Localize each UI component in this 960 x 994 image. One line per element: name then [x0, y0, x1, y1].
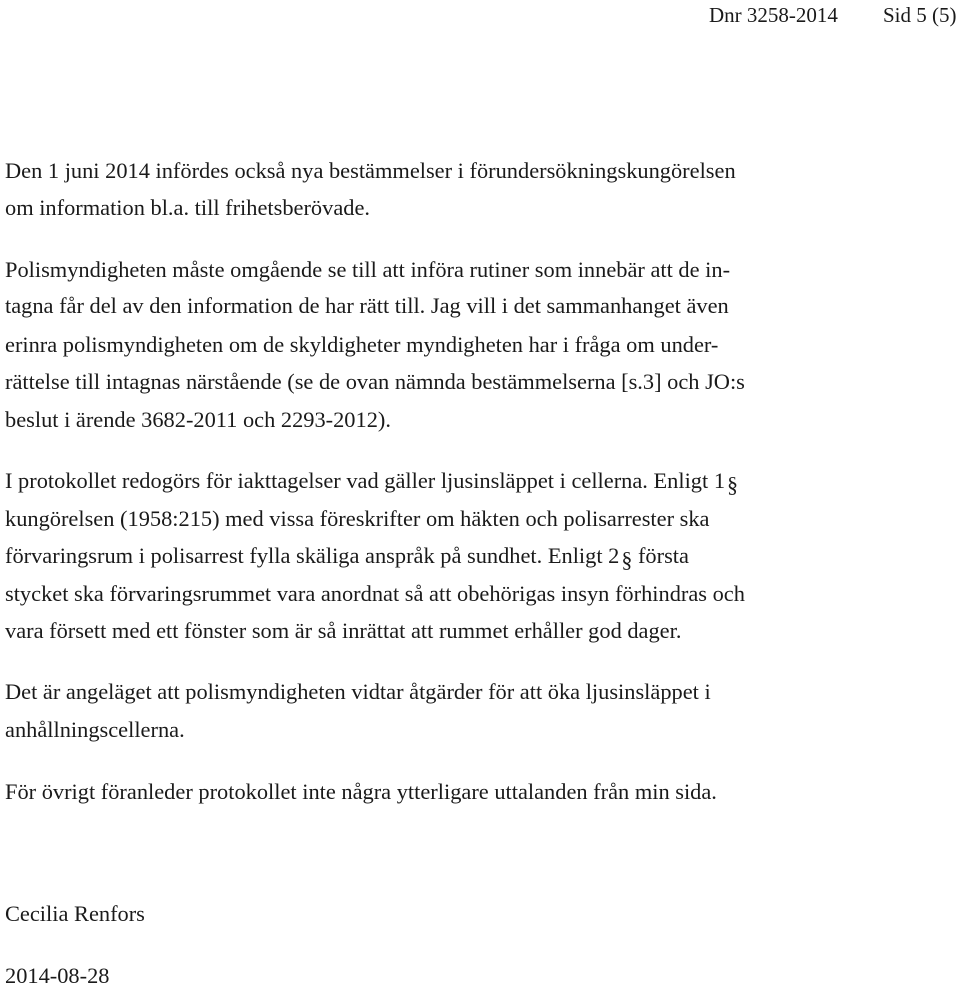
- paragraph-3-line-2: kungörelsen (1958:215) med vissa föreskrifter om häkten och polisarrester ska: [5, 506, 710, 531]
- paragraph-3-line-3: [5, 537, 689, 574]
- paragraph-4-line-1: Det är angeläget att polismyndigheten vidtar åtgärder för att öka ljusinsläppet i: [5, 679, 711, 704]
- signature-date: 2014-08-28: [5, 963, 110, 988]
- paragraph-3-line-1: [5, 462, 738, 499]
- paragraph-2-line-3: erinra polismyndigheten om de skyldigheter myndigheten har i fråga om under-: [5, 332, 719, 357]
- section-symbol: §: [727, 472, 739, 497]
- paragraph-1-line-1: Den 1 juni 2014 infördes också nya bestämmelser i förundersökningskungörelsen: [5, 158, 736, 183]
- signature-name: Cecilia Renfors: [5, 901, 145, 926]
- paragraph-3-line-5: vara försett med ett fönster som är så inrättat att rummet erhåller god dager.: [5, 618, 682, 643]
- page-number: Sid 5 (5): [883, 3, 957, 27]
- paragraph-3-line-3-tail: första: [637, 543, 689, 568]
- diary-number: Dnr 3258-2014: [709, 3, 838, 27]
- page-header: [0, 0, 960, 30]
- paragraph-2-line-1: Polismyndigheten måste omgående se till att införa rutiner som innebär att de in-: [5, 257, 731, 282]
- section-symbol: §: [621, 547, 633, 572]
- paragraph-2-line-4: rättelse till intagnas närstående (se de ovan nämnda bestämmelserna [s.3] och JO:s: [5, 369, 745, 394]
- paragraph-3-line-3-text: förvaringsrum i polisarrest fylla skäliga anspråk på sundhet. Enligt 2: [5, 543, 620, 568]
- paragraph-4-line-2: anhållningscellerna.: [5, 717, 185, 742]
- paragraph-2-line-2: tagna får del av den information de har rätt till. Jag vill i det sammanhanget även: [5, 293, 729, 318]
- paragraph-3-line-4: stycket ska förvaringsrummet vara anordnat så att obehörigas insyn förhindras och: [5, 581, 745, 606]
- paragraph-3-line-1-text: I protokollet redogörs för iakttagelser vad gäller ljusinsläppet i cellerna. Enligt 1: [5, 468, 726, 493]
- paragraph-5-line-1: För övrigt föranleder protokollet inte några ytterligare uttalanden från min sida.: [5, 779, 717, 804]
- paragraph-1-line-2: om information bl.a. till frihetsberövade.: [5, 195, 370, 220]
- paragraph-2-line-5: beslut i ärende 3682-2011 och 2293-2012).: [5, 407, 391, 432]
